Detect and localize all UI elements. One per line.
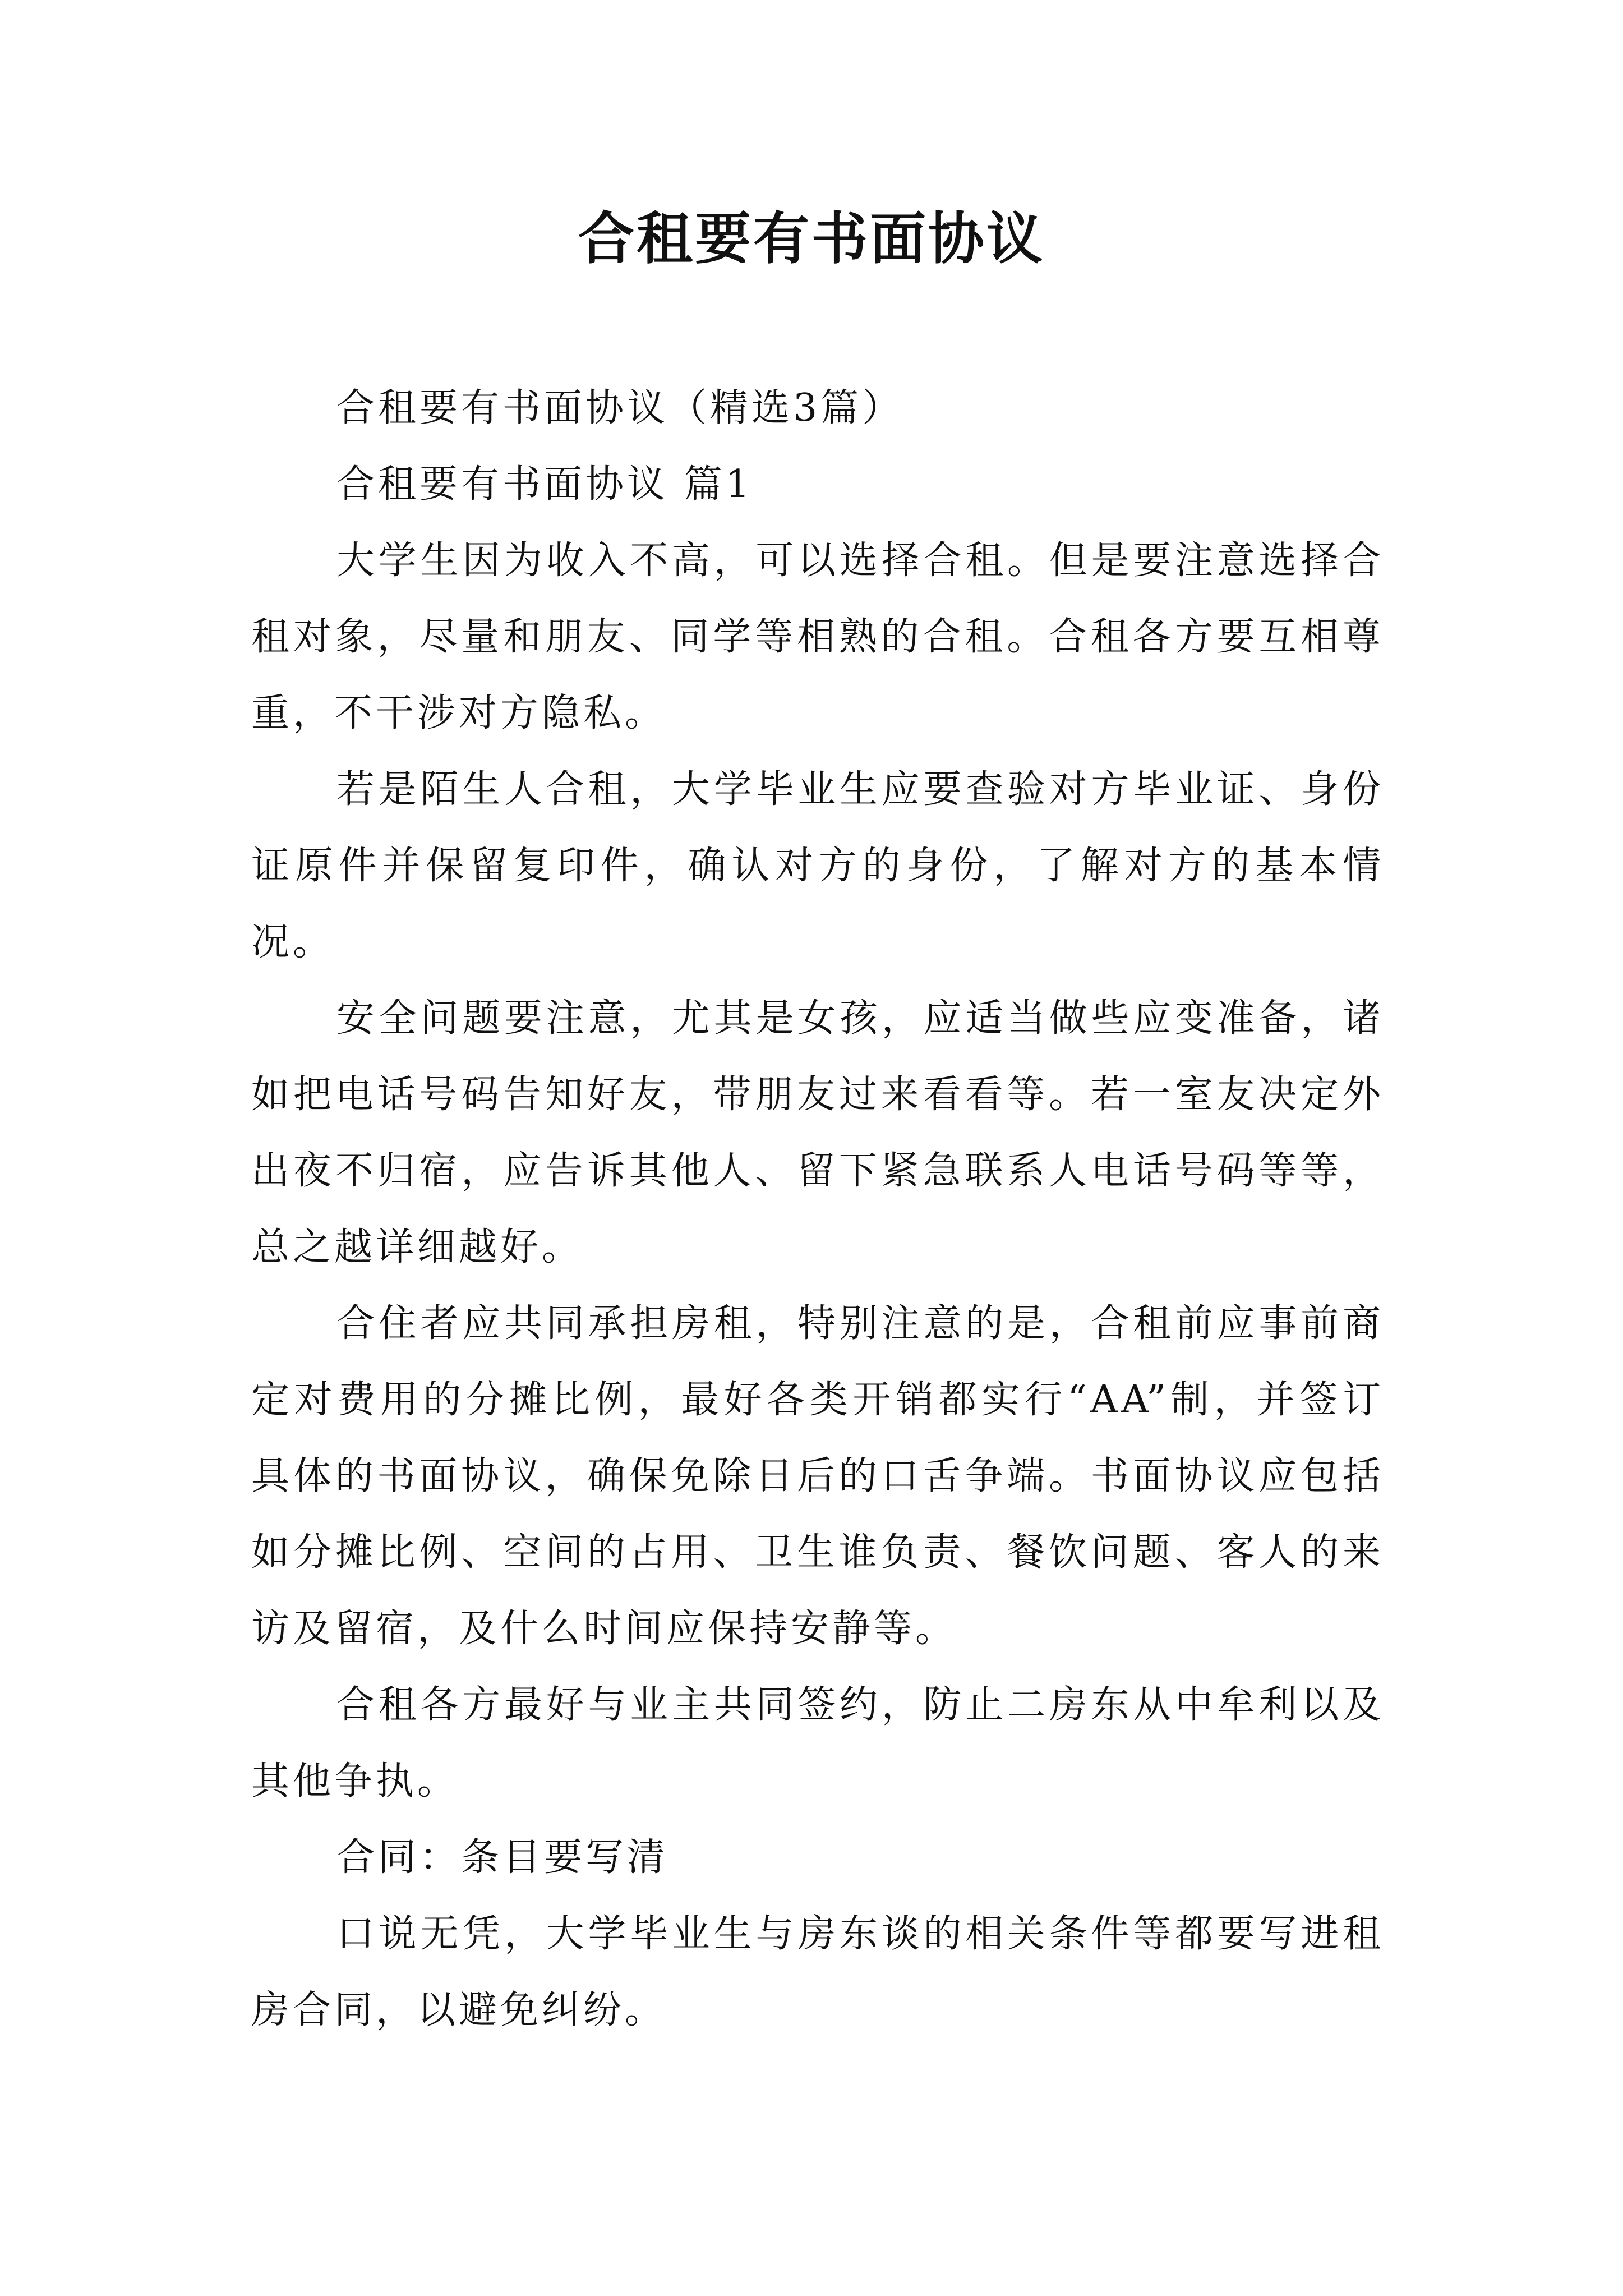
body-paragraph: 口说无凭，大学毕业生与房东谈的相关条件等都要写进租房合同，以避免纠纷。 [251,1912,1384,2032]
body-paragraph: 安全问题要注意，尤其是女孩，应适当做些应变准备，诸如把电话号码告知好友，带朋友过来看看等。若一室友决定外出夜不归宿，应告诉其他人、留下紧急联系人电话号码等等，总之越详细越好。 [251,996,1384,1269]
document-body [251,370,1384,2049]
document-title: 合租要有书面协议 [578,205,1045,272]
body-paragraph: 若是陌生人合租，大学毕业生应要查验对方毕业证、身份证原件并保留复印件，确认对方的身份，了解对方的基本情况。 [251,767,1384,964]
subtitle-paragraph: 合租要有书面协议（精选3篇） [336,386,904,430]
body-paragraph: 大学生因为收入不高，可以选择合租。但是要注意选择合租对象，尽量和朋友、同学等相熟的合租。合租各方要互相尊重，不干涉对方隐私。 [251,539,1384,735]
section-heading: 合租要有书面协议 篇1 [336,462,753,507]
subheading-paragraph: 合同：条目要写清 [336,1835,669,1880]
body-paragraph: 合租各方最好与业主共同签约，防止二房东从中牟利以及其他争执。 [251,1683,1384,1803]
body-paragraph: 合住者应共同承担房租，特别注意的是，合租前应事前商定对费用的分摊比例，最好各类开销都实行“AA”制，并签订具体的书面协议，确保免除日后的口舌争端。书面协议应包括如分摊比例、空间的占用、卫生谁负责、餐饮问题、客人的来访及留宿，及什么时间应保持安静等。 [251,1301,1384,1651]
